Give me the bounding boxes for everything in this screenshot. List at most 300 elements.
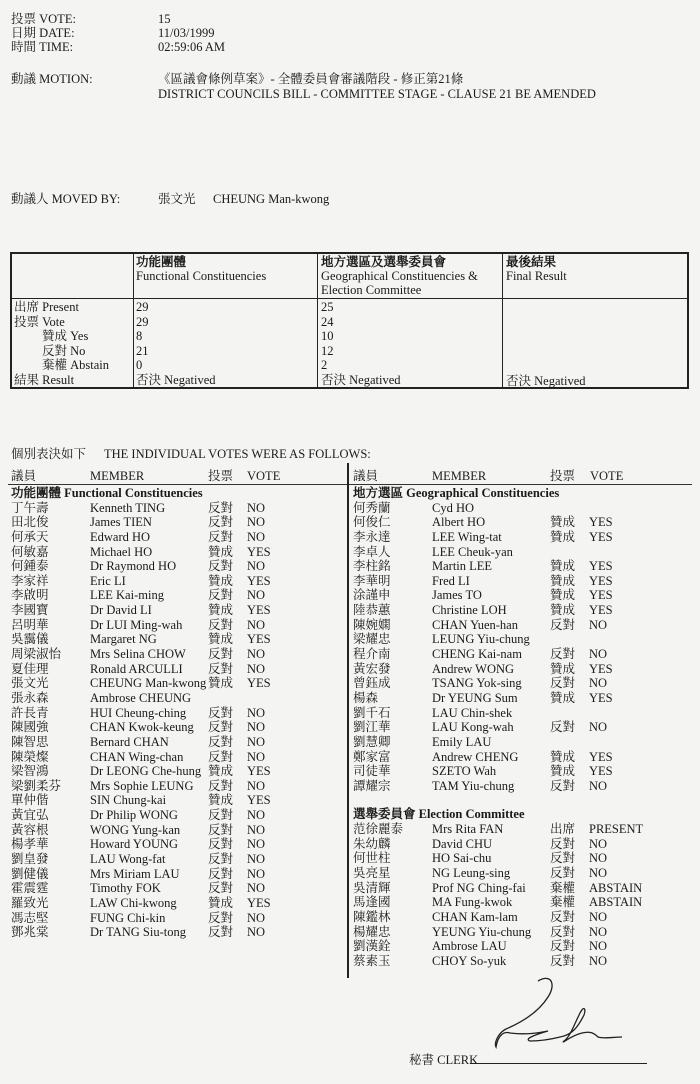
member-vote-row bbox=[11, 618, 341, 633]
member-vote-row bbox=[11, 837, 341, 852]
vote-en: NO bbox=[589, 851, 608, 866]
member-name-zh: 何鍾泰 bbox=[11, 559, 49, 574]
vote-zh: 反對 bbox=[550, 836, 576, 851]
member-vote-row bbox=[11, 793, 341, 808]
member-vote-row bbox=[353, 603, 693, 618]
member-vote-row bbox=[353, 545, 693, 560]
mover-name-en: CHEUNG Man-kwong bbox=[213, 192, 330, 206]
vote-zh: 贊成 bbox=[208, 895, 234, 910]
vote-zh: 反對 bbox=[208, 837, 234, 852]
member-name-en: Bernard CHAN bbox=[90, 734, 169, 749]
vote-en: PRESENT bbox=[589, 822, 644, 837]
member-name-en: CHEUNG Man-kwong bbox=[90, 676, 207, 691]
member-name-zh: 陸恭蕙 bbox=[353, 603, 391, 618]
member-name-en: LAU Wong-fat bbox=[90, 852, 166, 867]
geographical-counts: 25 24 10 12 2 否決 Negatived bbox=[321, 300, 401, 387]
vote-zh: 贊成 bbox=[550, 603, 576, 618]
vote-en: NO bbox=[247, 778, 266, 793]
vote-zh: 贊成 bbox=[208, 676, 234, 691]
vote-en: NO bbox=[247, 822, 266, 837]
member-vote-row bbox=[353, 851, 693, 866]
member-name-en: Dr TANG Siu-tong bbox=[90, 925, 186, 940]
vote-en: NO bbox=[247, 866, 266, 881]
member-vote-row bbox=[11, 867, 341, 882]
member-name-zh: 蔡素玉 bbox=[353, 953, 391, 968]
vote-zh: 反對 bbox=[208, 881, 234, 896]
member-vote-row bbox=[11, 779, 341, 794]
vote-zh: 反對 bbox=[550, 851, 576, 866]
member-name-en: Mrs Selina CHOW bbox=[90, 647, 186, 662]
member-name-en: Albert HO bbox=[432, 515, 486, 530]
section-heading-election-committee: 選舉委員會 Election Committee bbox=[353, 807, 525, 822]
member-vote-row bbox=[11, 764, 341, 779]
geographical-votes-list bbox=[353, 486, 693, 969]
vote-zh: 反對 bbox=[550, 866, 576, 881]
member-vote-row bbox=[353, 939, 693, 954]
vote-en: NO bbox=[247, 808, 266, 823]
member-vote-row bbox=[11, 896, 341, 911]
motion-title-zh: 《區議會條例草案》- 全體委員會審議階段 - 修正第21條 bbox=[158, 72, 464, 86]
col-vote-zh: 投票 bbox=[550, 469, 576, 483]
member-name-en: Timothy FOK bbox=[90, 881, 161, 896]
member-vote-row bbox=[11, 706, 341, 721]
member-name-en: CHAN Wing-chan bbox=[90, 749, 184, 764]
member-name-zh: 陳鑑林 bbox=[353, 909, 391, 924]
vote-zh: 贊成 bbox=[550, 749, 576, 764]
member-name-en: Mrs Sophie LEUNG bbox=[90, 778, 194, 793]
vote-en: YES bbox=[247, 676, 271, 691]
header-functional: 功能團體 Functional Constituencies bbox=[136, 255, 267, 283]
member-vote-row bbox=[353, 866, 693, 881]
member-name-zh: 陳榮燦 bbox=[11, 749, 49, 764]
member-name-zh: 黃容根 bbox=[11, 822, 49, 837]
motion-title-en: DISTRICT COUNCILS BILL - COMMITTEE STAGE - CLAUSE 21 BE AMENDED bbox=[158, 87, 596, 101]
member-vote-row bbox=[353, 515, 693, 530]
summary-table bbox=[10, 252, 689, 389]
vote-zh: 反對 bbox=[208, 515, 234, 530]
member-vote-row bbox=[11, 647, 341, 662]
vote-zh: 反對 bbox=[208, 866, 234, 881]
vote-en: YES bbox=[247, 895, 271, 910]
vote-zh: 反對 bbox=[208, 749, 234, 764]
vote-zh: 反對 bbox=[550, 778, 576, 793]
vote-en: NO bbox=[589, 836, 608, 851]
vote-zh: 反對 bbox=[208, 910, 234, 925]
vote-zh: 反對 bbox=[550, 720, 576, 735]
vote-zh: 贊成 bbox=[208, 603, 234, 618]
vote-en: NO bbox=[589, 617, 608, 632]
member-name-en: Martin LEE bbox=[432, 559, 493, 574]
member-name-en: Dr YEUNG Sum bbox=[432, 690, 518, 705]
member-name-en: NG Leung-sing bbox=[432, 866, 511, 881]
member-vote-row bbox=[353, 662, 693, 677]
member-name-zh: 范徐麗泰 bbox=[353, 822, 404, 837]
member-name-zh: 劉千石 bbox=[353, 705, 391, 720]
member-name-zh: 黃宏發 bbox=[353, 661, 391, 676]
vote-zh: 反對 bbox=[550, 939, 576, 954]
member-name-zh: 曾鈺成 bbox=[353, 676, 391, 691]
member-name-en: Andrew CHENG bbox=[432, 749, 519, 764]
vote-zh: 贊成 bbox=[208, 573, 234, 588]
member-vote-row bbox=[11, 559, 341, 574]
vote-zh: 出席 bbox=[550, 822, 576, 837]
member-name-zh: 李柱銘 bbox=[353, 559, 391, 574]
member-name-en: Dr Raymond HO bbox=[90, 559, 177, 574]
member-name-zh: 何世柱 bbox=[353, 851, 391, 866]
member-name-en: TSANG Yok-sing bbox=[432, 676, 522, 691]
member-vote-row bbox=[353, 574, 693, 589]
member-vote-row bbox=[353, 779, 693, 794]
member-name-zh: 鄭家富 bbox=[353, 749, 391, 764]
vote-en: NO bbox=[247, 749, 266, 764]
vote-en: ABSTAIN bbox=[589, 880, 643, 895]
vote-en: YES bbox=[247, 764, 271, 779]
col-vote-en: VOTE bbox=[247, 469, 281, 483]
member-name-zh: 馮志堅 bbox=[11, 910, 49, 925]
member-name-en: TAM Yiu-chung bbox=[432, 778, 515, 793]
vote-zh: 贊成 bbox=[550, 573, 576, 588]
vote-zh: 贊成 bbox=[208, 544, 234, 559]
vote-zh: 贊成 bbox=[550, 661, 576, 676]
member-name-zh: 程介南 bbox=[353, 647, 391, 662]
final-result: 否決 Negatived bbox=[506, 373, 586, 388]
member-name-en: HO Sai-chu bbox=[432, 851, 492, 866]
vote-zh: 贊成 bbox=[550, 529, 576, 544]
vote-en: YES bbox=[247, 632, 271, 647]
signature-line bbox=[470, 1063, 647, 1064]
motion-label: 動議 MOTION: bbox=[11, 72, 93, 86]
member-name-zh: 朱幼麟 bbox=[353, 836, 391, 851]
table-divider bbox=[133, 254, 134, 387]
member-name-en: James TO bbox=[432, 588, 482, 603]
vote-zh: 反對 bbox=[208, 559, 234, 574]
member-vote-row bbox=[11, 588, 341, 603]
member-name-zh: 何秀蘭 bbox=[353, 500, 391, 515]
header-rule bbox=[8, 484, 347, 485]
section-heading-geographical: 地方選區 Geographical Constituencies bbox=[353, 486, 560, 500]
member-name-zh: 李卓人 bbox=[353, 544, 391, 559]
functional-votes-list bbox=[11, 486, 341, 940]
vote-zh: 反對 bbox=[208, 852, 234, 867]
member-name-en: Andrew WONG bbox=[432, 661, 515, 676]
table-divider bbox=[317, 254, 318, 387]
member-name-zh: 單仲偕 bbox=[11, 793, 49, 808]
vote-en: YES bbox=[247, 544, 271, 559]
member-name-zh: 吳靄儀 bbox=[11, 632, 49, 647]
moved-by-label: 動議人 MOVED BY: bbox=[11, 192, 121, 206]
member-name-zh: 梁耀忠 bbox=[353, 632, 391, 647]
member-name-zh: 何承天 bbox=[11, 529, 49, 544]
member-vote-row bbox=[353, 618, 693, 633]
vote-en: YES bbox=[589, 603, 613, 618]
member-vote-row bbox=[353, 706, 693, 721]
member-vote-row bbox=[11, 823, 341, 838]
vote-zh: 反對 bbox=[208, 925, 234, 940]
vote-en: NO bbox=[247, 529, 266, 544]
vote-number: 15 bbox=[158, 12, 171, 26]
vote-en: NO bbox=[589, 720, 608, 735]
member-name-en: LEE Cheuk-yan bbox=[432, 544, 513, 559]
member-name-zh: 許長青 bbox=[11, 705, 49, 720]
time-value: 02:59:06 AM bbox=[158, 40, 226, 54]
header-geographical: 地方選區及選舉委員會 Geographical Constituencies & Election Committee bbox=[321, 255, 478, 297]
vote-zh: 反對 bbox=[550, 676, 576, 691]
member-name-zh: 夏佳理 bbox=[11, 661, 49, 676]
member-vote-row bbox=[353, 837, 693, 852]
member-name-en: LAW Chi-kwong bbox=[90, 895, 177, 910]
member-name-en: Dr David LI bbox=[90, 603, 152, 618]
vote-en: NO bbox=[589, 939, 608, 954]
member-name-zh: 馬逢國 bbox=[353, 895, 391, 910]
member-vote-row bbox=[11, 662, 341, 677]
vote-zh: 反對 bbox=[208, 808, 234, 823]
vote-zh: 反對 bbox=[208, 822, 234, 837]
vote-en: NO bbox=[247, 588, 266, 603]
member-name-zh: 司徒華 bbox=[353, 764, 391, 779]
vote-en: YES bbox=[589, 515, 613, 530]
member-name-zh: 劉皇發 bbox=[11, 852, 49, 867]
member-name-zh: 譚耀宗 bbox=[353, 778, 391, 793]
vote-zh: 反對 bbox=[208, 529, 234, 544]
col-member-en: MEMBER bbox=[432, 469, 487, 483]
member-name-zh: 陳智思 bbox=[11, 734, 49, 749]
member-name-en: CHAN Kam-lam bbox=[432, 909, 518, 924]
member-name-en: WONG Yung-kan bbox=[90, 822, 181, 837]
member-name-en: CHOY So-yuk bbox=[432, 953, 507, 968]
vote-en: ABSTAIN bbox=[589, 895, 643, 910]
member-vote-row bbox=[11, 735, 341, 750]
member-name-en: Howard YOUNG bbox=[90, 837, 179, 852]
section-heading-functional: 功能團體 Functional Constituencies bbox=[11, 486, 203, 500]
vote-en: NO bbox=[247, 705, 266, 720]
member-name-zh: 李家祥 bbox=[11, 573, 49, 588]
member-name-zh: 吳亮星 bbox=[353, 866, 391, 881]
member-name-zh: 李華明 bbox=[353, 573, 391, 588]
member-name-en: Emily LAU bbox=[432, 734, 492, 749]
member-vote-row bbox=[353, 910, 693, 925]
member-name-en: Fred LI bbox=[432, 573, 470, 588]
member-vote-row bbox=[353, 822, 693, 837]
member-name-en: Edward HO bbox=[90, 529, 151, 544]
vote-zh: 贊成 bbox=[550, 690, 576, 705]
member-vote-row bbox=[353, 530, 693, 545]
member-name-en: Ronald ARCULLI bbox=[90, 661, 183, 676]
vote-en: NO bbox=[247, 881, 266, 896]
member-name-zh: 李國寶 bbox=[11, 603, 49, 618]
vote-zh: 贊成 bbox=[208, 764, 234, 779]
vote-en: YES bbox=[589, 749, 613, 764]
vote-zh: 反對 bbox=[208, 778, 234, 793]
member-name-en: LEE Kai-ming bbox=[90, 588, 164, 603]
member-name-en: LEUNG Yiu-chung bbox=[432, 632, 530, 647]
vote-en: YES bbox=[247, 573, 271, 588]
member-vote-row bbox=[353, 691, 693, 706]
vote-zh: 贊成 bbox=[550, 588, 576, 603]
member-vote-row bbox=[11, 545, 341, 560]
member-name-en: Ambrose LAU bbox=[432, 939, 507, 954]
member-name-en: LAU Chin-shek bbox=[432, 705, 513, 720]
vote-zh: 反對 bbox=[550, 953, 576, 968]
member-vote-row bbox=[353, 895, 693, 910]
vote-en: NO bbox=[589, 866, 608, 881]
mover-name-zh: 張文光 bbox=[158, 192, 196, 206]
member-vote-row bbox=[353, 559, 693, 574]
member-vote-row bbox=[11, 632, 341, 647]
time-label: 時間 TIME: bbox=[11, 40, 74, 54]
member-vote-row bbox=[353, 647, 693, 662]
individual-intro-zh: 個別表決如下 bbox=[11, 447, 87, 461]
member-vote-row bbox=[11, 925, 341, 940]
col-member-zh: 議員 bbox=[353, 469, 379, 483]
member-vote-row bbox=[353, 588, 693, 603]
member-name-en: Cyd HO bbox=[432, 500, 475, 515]
member-name-zh: 黃宜弘 bbox=[11, 808, 49, 823]
clerk-label: 秘書 CLERK bbox=[409, 1053, 479, 1067]
member-vote-row bbox=[353, 925, 693, 940]
member-vote-row bbox=[11, 530, 341, 545]
vote-en: YES bbox=[589, 529, 613, 544]
member-name-zh: 鄧兆棠 bbox=[11, 925, 49, 940]
member-name-en: FUNG Chi-kin bbox=[90, 910, 166, 925]
member-name-en: YEUNG Yiu-chung bbox=[432, 924, 532, 939]
vote-en: YES bbox=[589, 764, 613, 779]
member-vote-row bbox=[11, 852, 341, 867]
functional-counts: 29 29 8 21 0 否決 Negatived bbox=[136, 300, 216, 387]
member-name-en: David CHU bbox=[432, 836, 493, 851]
member-name-zh: 田北俊 bbox=[11, 515, 49, 530]
member-vote-row bbox=[353, 501, 693, 516]
col-member-zh: 議員 bbox=[11, 469, 37, 483]
member-name-en: Margaret NG bbox=[90, 632, 157, 647]
member-name-zh: 張永森 bbox=[11, 690, 49, 705]
member-vote-row bbox=[11, 603, 341, 618]
member-name-zh: 梁劉柔芬 bbox=[11, 778, 62, 793]
member-name-en: Christine LOH bbox=[432, 603, 507, 618]
table-header-divider bbox=[12, 298, 687, 299]
member-name-en: Prof NG Ching-fai bbox=[432, 880, 526, 895]
member-name-en: MA Fung-kwok bbox=[432, 895, 513, 910]
header-rule bbox=[347, 484, 692, 485]
member-name-zh: 何俊仁 bbox=[353, 515, 391, 530]
member-name-en: Mrs Miriam LAU bbox=[90, 866, 180, 881]
vote-zh: 贊成 bbox=[550, 559, 576, 574]
member-vote-row bbox=[11, 911, 341, 926]
vote-en: NO bbox=[589, 909, 608, 924]
vote-en: NO bbox=[589, 953, 608, 968]
vote-en: NO bbox=[247, 647, 266, 662]
member-name-zh: 梁智鴻 bbox=[11, 764, 49, 779]
vote-en: NO bbox=[247, 734, 266, 749]
member-name-zh: 劉健儀 bbox=[11, 866, 49, 881]
member-name-zh: 李啟明 bbox=[11, 588, 49, 603]
member-name-zh: 李永達 bbox=[353, 529, 391, 544]
vote-zh: 反對 bbox=[208, 734, 234, 749]
member-name-en: LEE Wing-tat bbox=[432, 529, 502, 544]
vote-zh: 反對 bbox=[208, 588, 234, 603]
vote-en: NO bbox=[247, 617, 266, 632]
member-name-zh: 吳清輝 bbox=[353, 880, 391, 895]
member-vote-row bbox=[11, 574, 341, 589]
member-name-zh: 何敏嘉 bbox=[11, 544, 49, 559]
vote-zh: 反對 bbox=[208, 661, 234, 676]
vote-en: YES bbox=[247, 793, 271, 808]
member-name-zh: 呂明華 bbox=[11, 617, 49, 632]
individual-intro-en: THE INDIVIDUAL VOTES WERE AS FOLLOWS: bbox=[104, 447, 371, 461]
vote-en: NO bbox=[247, 559, 266, 574]
member-vote-row bbox=[353, 720, 693, 735]
member-name-en: LAU Kong-wah bbox=[432, 720, 514, 735]
member-name-en: Kenneth TING bbox=[90, 500, 166, 515]
table-divider bbox=[502, 254, 503, 387]
member-vote-row bbox=[353, 735, 693, 750]
member-vote-row bbox=[11, 691, 341, 706]
col-vote-en: VOTE bbox=[590, 469, 624, 483]
vote-zh: 贊成 bbox=[208, 632, 234, 647]
vote-zh: 反對 bbox=[208, 720, 234, 735]
vote-en: YES bbox=[589, 588, 613, 603]
member-name-zh: 楊森 bbox=[353, 690, 379, 705]
date-label: 日期 DATE: bbox=[11, 26, 75, 40]
member-name-en: Dr LUI Ming-wah bbox=[90, 617, 183, 632]
vote-en: NO bbox=[589, 647, 608, 662]
member-name-en: CHAN Yuen-han bbox=[432, 617, 518, 632]
vote-en: NO bbox=[589, 676, 608, 691]
vote-zh: 反對 bbox=[208, 705, 234, 720]
member-name-en: SZETO Wah bbox=[432, 764, 497, 779]
vote-zh: 棄權 bbox=[550, 895, 576, 910]
row-labels: 出席 Present 投票 Vote 贊成 Yes 反對 No 棄權 Abstain 結果 Result bbox=[14, 300, 110, 387]
member-vote-row bbox=[353, 764, 693, 779]
member-name-en: Dr LEONG Che-hung bbox=[90, 764, 202, 779]
date-value: 11/03/1999 bbox=[158, 26, 215, 40]
vote-en: NO bbox=[247, 515, 266, 530]
vote-en: YES bbox=[589, 573, 613, 588]
vote-en: NO bbox=[589, 778, 608, 793]
member-name-zh: 楊孝華 bbox=[11, 837, 49, 852]
member-vote-row bbox=[11, 881, 341, 896]
member-name-zh: 劉漢銓 bbox=[353, 939, 391, 954]
member-name-en: CHENG Kai-nam bbox=[432, 647, 522, 662]
vote-en: NO bbox=[247, 852, 266, 867]
vote-zh: 反對 bbox=[550, 617, 576, 632]
member-vote-row bbox=[11, 501, 341, 516]
member-name-en: Dr Philip WONG bbox=[90, 808, 178, 823]
clerk-signature-icon bbox=[490, 975, 670, 1055]
vote-en: YES bbox=[247, 603, 271, 618]
member-name-zh: 劉江華 bbox=[353, 720, 391, 735]
vote-en: YES bbox=[589, 690, 613, 705]
col-vote-zh: 投票 bbox=[208, 469, 234, 483]
vote-en: YES bbox=[589, 559, 613, 574]
vote-en: NO bbox=[589, 924, 608, 939]
member-name-zh: 張文光 bbox=[11, 676, 49, 691]
member-name-zh: 霍震霆 bbox=[11, 881, 49, 896]
member-vote-row bbox=[11, 676, 341, 691]
vote-en: NO bbox=[247, 661, 266, 676]
member-name-zh: 楊耀忠 bbox=[353, 924, 391, 939]
vote-en: NO bbox=[247, 837, 266, 852]
vote-en: NO bbox=[247, 500, 266, 515]
member-name-en: Eric LI bbox=[90, 573, 126, 588]
vote-zh: 贊成 bbox=[550, 764, 576, 779]
member-name-zh: 陳婉嫻 bbox=[353, 617, 391, 632]
vote-zh: 反對 bbox=[550, 924, 576, 939]
vote-zh: 反對 bbox=[550, 647, 576, 662]
vote-en: NO bbox=[247, 720, 266, 735]
vote-zh: 反對 bbox=[208, 617, 234, 632]
member-name-zh: 陳國強 bbox=[11, 720, 49, 735]
vote-en: NO bbox=[247, 910, 266, 925]
